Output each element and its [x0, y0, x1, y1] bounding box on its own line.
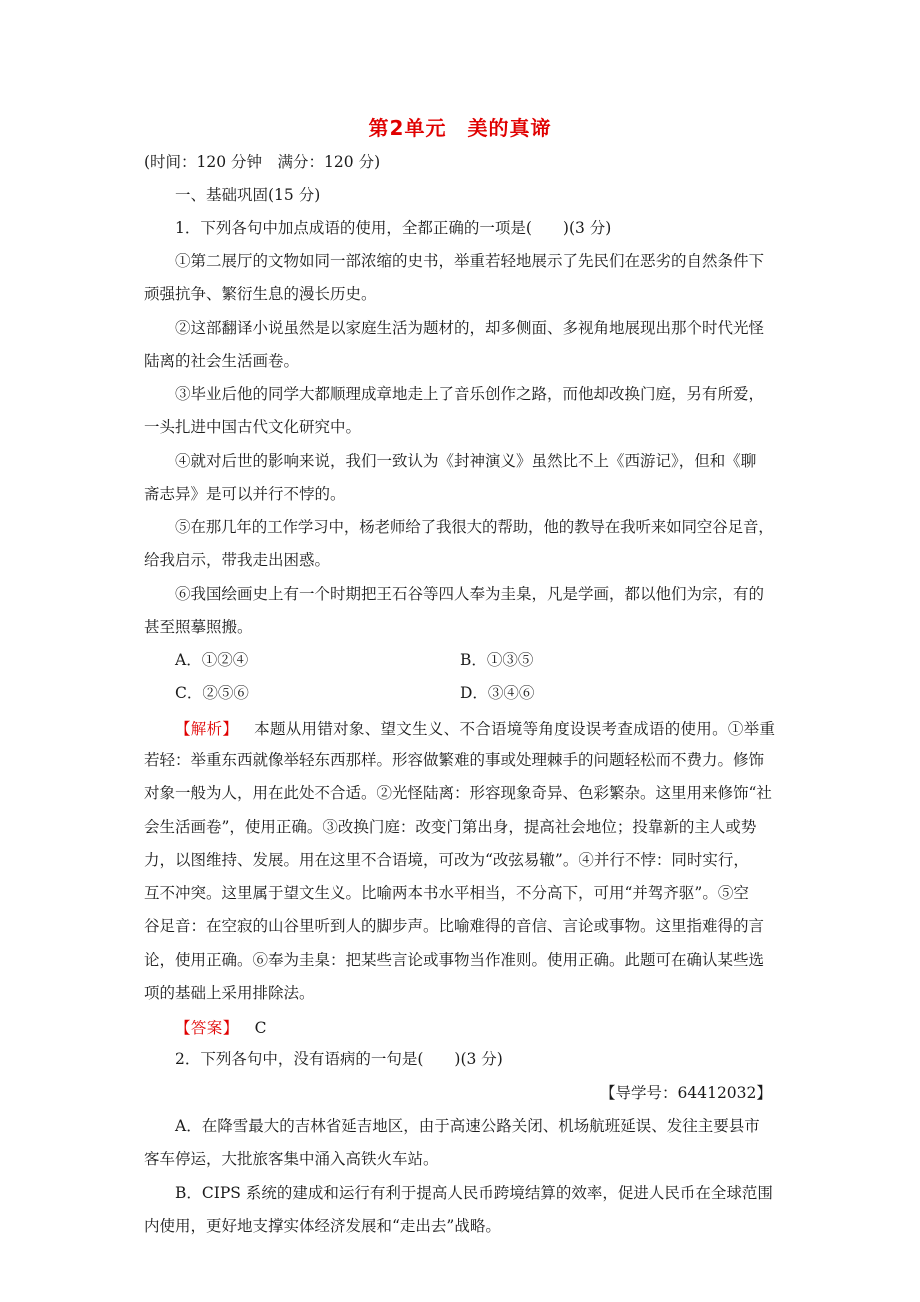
- answer-value: C: [254, 1019, 267, 1037]
- answer-line: [175, 1016, 267, 1038]
- q1-item-line: ③毕业后他的同学大都顺理成章地走上了音乐创作之路，而他却改换门庭，另有所爱，: [175, 385, 765, 403]
- q1-option-b: B．①③⑤: [460, 651, 534, 669]
- q2-option-line: B．CIPS 系统的建成和运行有利于提高人民币跨境结算的效率，促进人民币在全球范围: [175, 1184, 773, 1202]
- exam-meta: (时间：120 分钟 满分：120 分): [144, 153, 381, 171]
- analysis-line: 力，以图维持、发展。用在这里不合语境，可改为“改弦易辙”。④并行不悖：同时实行，: [144, 851, 749, 869]
- section-heading: 一、基础巩固(15 分): [175, 186, 321, 204]
- answer-label: 【答案】: [175, 1019, 239, 1037]
- q1-item-line: 陆离的社会生活画卷。: [144, 352, 300, 370]
- unit-title: 第2单元 美的真谛: [368, 116, 552, 140]
- q2-option-line: 内使用，更好地支撑实体经济发展和“走出去”战略。: [144, 1217, 501, 1235]
- guide-number: 【导学号：64412032】: [600, 1084, 772, 1102]
- q1-item-line: 顽强抗争、繁衍生息的漫长历史。: [144, 285, 377, 303]
- analysis-line: 会生活画卷”，使用正确。③改换门庭：改变门第出身，提高社会地位；投靠新的主人或势: [144, 818, 757, 836]
- q1-item-line: ②这部翻译小说虽然是以家庭生活为题材的，却多侧面、多视角地展现出那个时代光怪: [175, 319, 765, 337]
- analysis-line: 谷足音：在空寂的山谷里听到人的脚步声。比喻难得的音信、言论或事物。这里指难得的言: [144, 917, 765, 935]
- analysis-line: 互不冲突。这里属于望文生义。比喻两本书水平相当，不分高下，可用“并驾齐驱”。⑤空: [144, 884, 749, 902]
- q1-item-line: ④就对后世的影响来说，我们一致认为《封神演义》虽然比不上《西游记》，但和《聊: [175, 452, 757, 470]
- q1-option-c: C．②⑤⑥: [175, 684, 249, 702]
- q1-item-line: 斋志异》是可以并行不悖的。: [144, 485, 346, 503]
- q1-item-line: ⑥我国绘画史上有一个时期把王石谷等四人奉为圭臬，凡是学画，都以他们为宗，有的: [175, 585, 765, 603]
- q1-item-line: 给我启示，带我走出困惑。: [144, 551, 331, 569]
- q2-option-line: 客车停运，大批旅客集中涌入高铁火车站。: [144, 1150, 439, 1168]
- analysis-line: 若轻：举重东西就像举轻东西那样。形容做繁难的事或处理棘手的问题轻松而不费力。修饰: [144, 751, 765, 769]
- q1-option-a: A．①②④: [175, 651, 249, 669]
- analysis-text: 本题从用错对象、望文生义、不合语境等角度设误考查成语的使用。①举重: [254, 720, 776, 738]
- q1-item-line: ⑤在那几年的工作学习中，杨老师给了我很大的帮助，他的教导在我听来如同空谷足音，: [175, 518, 774, 536]
- analysis-line: 对象一般为人，用在此处不合适。②光怪陆离：形容现象奇异、色彩繁杂。这里用来修饰“社: [144, 784, 772, 802]
- analysis-line: 论，使用正确。⑥奉为圭臬：把某些言论或事物当作准则。使用正确。此题可在确认某些选: [144, 951, 765, 969]
- q2-option-line: A．在降雪最大的吉林省延吉地区，由于高速公路关闭、机场航班延误、发往主要县市: [175, 1117, 760, 1135]
- q1-item-line: 一头扎进中国古代文化研究中。: [144, 418, 362, 436]
- q1-option-d: D．③④⑥: [460, 684, 535, 702]
- question-1-stem: 1．下列各句中加点成语的使用，全都正确的一项是( )(3 分): [175, 219, 612, 237]
- analysis-first-line: [175, 717, 775, 739]
- q1-item-line: 甚至照摹照搬。: [144, 618, 253, 636]
- q1-item-line: ①第二展厅的文物如同一部浓缩的史书，举重若轻地展示了先民们在恶劣的自然条件下: [175, 252, 765, 270]
- question-2-stem: 2．下列各句中，没有语病的一句是( )(3 分): [175, 1050, 503, 1068]
- analysis-line: 项的基础上采用排除法。: [144, 984, 315, 1002]
- analysis-label: 【解析】: [175, 720, 239, 738]
